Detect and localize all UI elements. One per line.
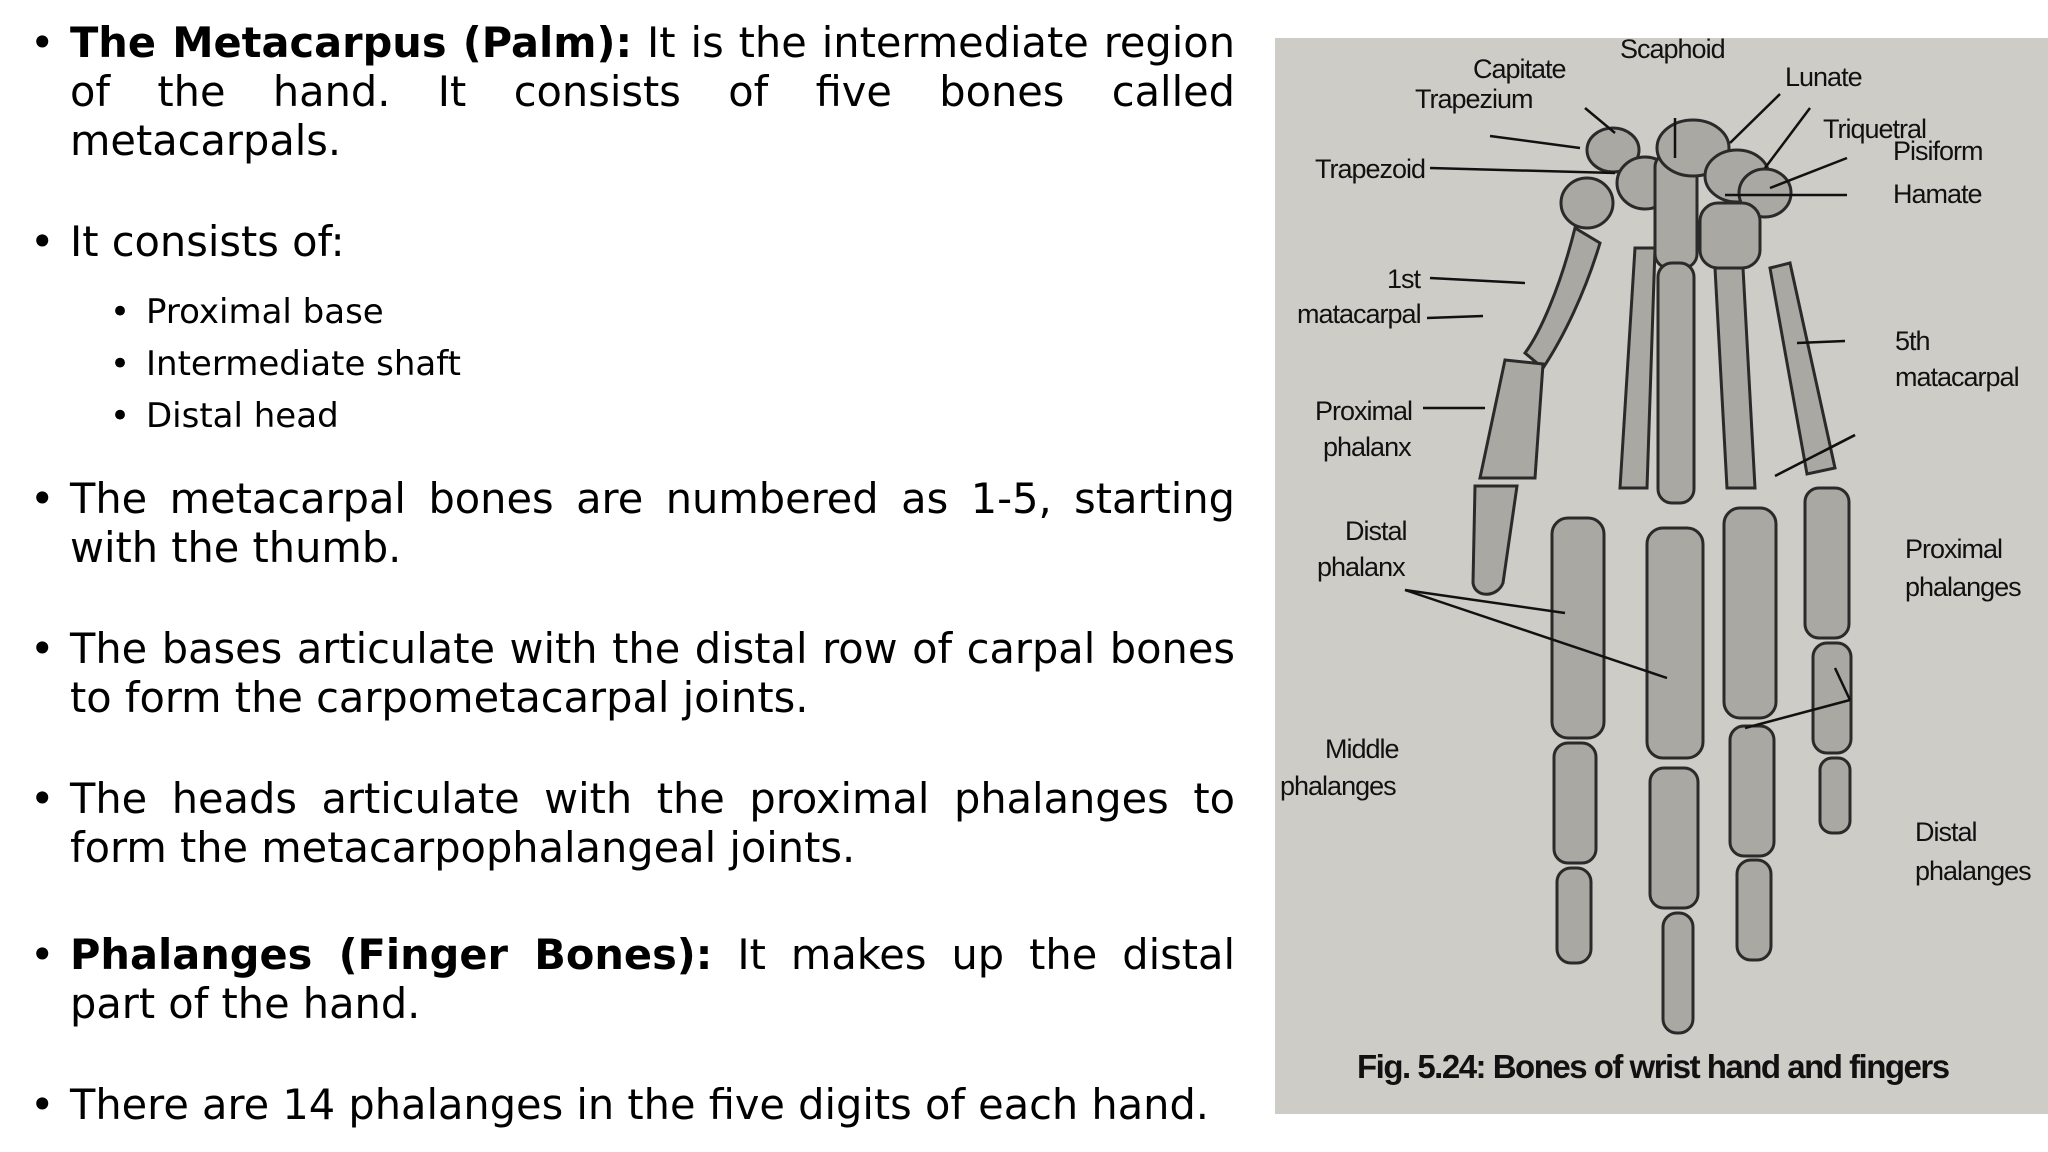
- label-5th: 5th: [1895, 326, 1930, 356]
- hand-bones-figure: [1275, 38, 2048, 1114]
- bullet-text: The metacarpal bones are numbered as 1-5, starting with the thumb.: [70, 474, 1235, 572]
- label-1st: 1st: [1387, 264, 1421, 294]
- sub-bullet-distal-head: • Distal head: [30, 390, 1235, 442]
- bullet-count: [30, 1080, 1235, 1129]
- label-phalanx-1: phalanx: [1323, 432, 1411, 462]
- label-matacarpal-1: matacarpal: [1297, 299, 1421, 329]
- bullet-bases: [30, 624, 1235, 722]
- bullet-metacarpus: [30, 18, 1235, 165]
- figure-caption: Fig. 5.24: Bones of wrist hand and fingers: [1357, 1048, 1949, 1085]
- index-finger-bones: [1552, 248, 1655, 963]
- bullet-text: The bases articulate with the distal row of carpal bones to form the carpometacarpal joints.: [70, 624, 1235, 722]
- ring-finger-bones: [1715, 268, 1776, 960]
- bullet-numbering: [30, 474, 1235, 572]
- bullet-phalanges: [30, 930, 1235, 1028]
- label-pisiform: Pisiform: [1893, 136, 1983, 166]
- slide-text: [30, 18, 1235, 1129]
- bullet-consists-of: [30, 217, 1235, 266]
- label-lunate: Lunate: [1785, 62, 1862, 92]
- sub-bullet-intermediate-shaft: • Intermediate shaft: [30, 338, 1235, 390]
- label-distal-phalanges: Distal: [1915, 817, 1977, 847]
- label-phalanges-1: phalanges: [1905, 572, 2021, 602]
- label-matacarpal-5: matacarpal: [1895, 362, 2019, 392]
- bullet-bold-term: The Metacarpus (Palm):: [70, 18, 633, 67]
- label-proximal-phalanx: Proximal: [1315, 396, 1413, 426]
- label-trapezoid: Trapezoid: [1315, 154, 1426, 184]
- label-phalanges-2: phalanges: [1280, 771, 1396, 801]
- label-scaphoid: Scaphoid: [1620, 38, 1725, 64]
- bullet-text: There are 14 phalanges in the five digits of each hand.: [70, 1080, 1210, 1129]
- sub-bullet-proximal-base: • Proximal base: [30, 286, 1235, 338]
- label-capitate: Capitate: [1473, 54, 1566, 84]
- bullet-text: It consists of:: [70, 217, 345, 266]
- bullet-text: The heads articulate with the proximal phalanges to form the metacarpophalangeal joints.: [70, 774, 1235, 872]
- bullet-text: It makes up the distal part of the hand.: [70, 930, 1235, 1028]
- little-finger-bones: [1770, 263, 1851, 833]
- label-distal-phalanx: Distal: [1345, 516, 1407, 546]
- bones: [1473, 120, 1851, 1033]
- bullet-bold-term: Phalanges (Finger Bones):: [70, 930, 713, 979]
- label-phalanges-3: phalanges: [1915, 856, 2031, 886]
- label-middle-phalanges: Middle: [1325, 734, 1399, 764]
- hand-skeleton-diagram: [1275, 38, 2048, 1114]
- label-hamate: Hamate: [1893, 179, 1982, 209]
- bullet-text: It is the intermediate region of the hand. It consists of five bones called metacarpals.: [70, 18, 1235, 165]
- bullet-heads: [30, 774, 1235, 872]
- label-phalanx-2: phalanx: [1317, 552, 1405, 582]
- label-proximal-phalanges: Proximal: [1905, 534, 2003, 564]
- middle-finger-bones: [1647, 263, 1703, 1033]
- label-triquetral: Triquetral: [1823, 114, 1927, 144]
- label-trapezium: Trapezium: [1415, 84, 1533, 114]
